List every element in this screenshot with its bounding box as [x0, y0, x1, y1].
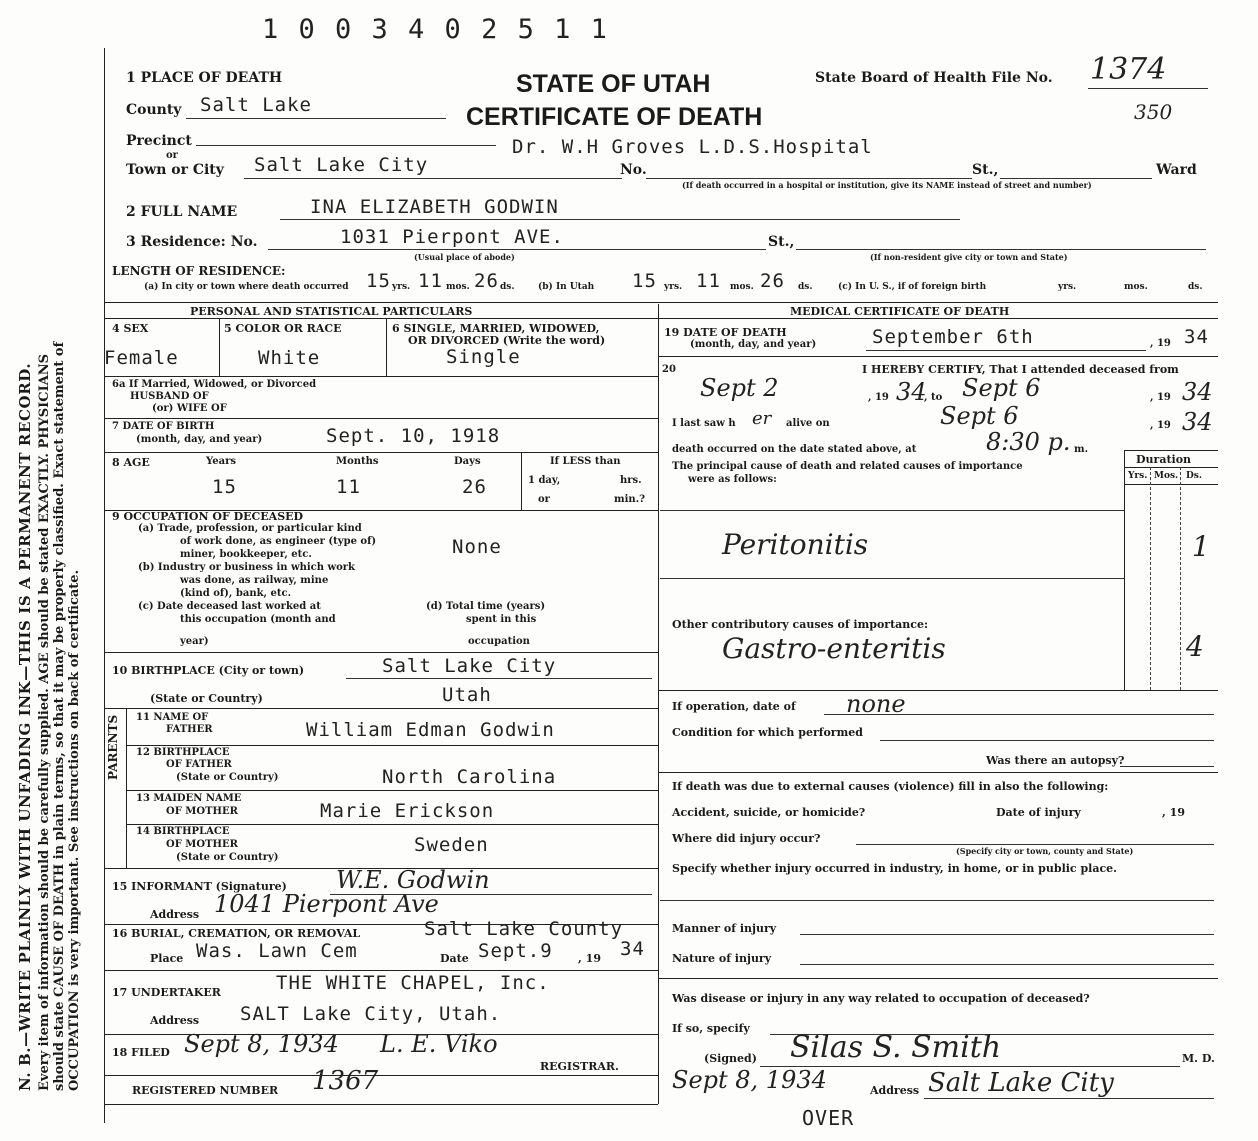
undertaker-label: 17 UNDERTAKER [112, 986, 221, 999]
residence-label: 3 Residence: No. [126, 234, 258, 250]
registrar-signature: L. E. Viko [380, 1030, 498, 1058]
full-name-value: INA ELIZABETH GODWIN [310, 196, 559, 218]
no-label: No. [620, 162, 647, 178]
accident-label: Accident, suicide, or homicide? [672, 806, 866, 819]
operation-value: none [846, 690, 906, 718]
doctor-address-label: Address [870, 1084, 920, 1097]
death-date-label2: (month, day, and year) [690, 339, 817, 350]
mos-unit: mos. [446, 282, 470, 292]
dob-value: Sept. 10, 1918 [326, 425, 501, 447]
color-value: White [258, 347, 321, 369]
mbirth-label1: 14 BIRTHPLACE [136, 826, 230, 837]
saw-year-prefix: , 19 [1150, 420, 1171, 431]
mbirth-label3: (State or Country) [176, 852, 279, 863]
personal-heading: PERSONAL AND STATISTICAL PARTICULARS [190, 305, 473, 318]
side-note [2, 71, 105, 1141]
signed-label: (Signed) [704, 1052, 757, 1065]
length-a-ds: 26 [474, 270, 499, 292]
burial-value: Salt Lake County [424, 918, 624, 940]
section-divider [104, 302, 1218, 303]
specify-label: Specify whether injury occurred in industry, in home, or in public place. [672, 862, 1117, 875]
md-label: M. D. [1182, 1052, 1215, 1065]
age-label: 8 AGE [112, 456, 150, 469]
residence-st-label: St., [768, 234, 795, 250]
side-note-line1: N. B.—WRITE PLAINLY WITH UNFADING INK—THIS IS A PERMANENT RECORD. [16, 362, 34, 1091]
contrib-duration: 4 [1186, 630, 1204, 663]
attended-from: Sept 2 [700, 374, 779, 402]
contrib-label: Other contributory causes of importance: [672, 618, 929, 631]
marital-label: 6 SINGLE, MARRIED, WIDOWED, [392, 322, 600, 335]
informant-signature: W.E. Godwin [336, 866, 490, 894]
undertaker-address: SALT Lake City, Utah. [240, 1003, 502, 1025]
ifso-label: If so, specify [672, 1022, 750, 1035]
center-divider [658, 304, 659, 1104]
certify-label: I HEREBY CERTIFY, That I attended deceased from [862, 363, 1179, 376]
from-year-prefix: , 19 [868, 392, 889, 403]
father-birthplace-value: North Carolina [382, 766, 557, 788]
less-min: min.? [614, 494, 645, 505]
last-seen: Sept 6 [940, 402, 1019, 430]
place-heading: 1 PLACE OF DEATH [126, 70, 283, 86]
occ-a2: of work done, as engineer (type of) [180, 536, 377, 547]
less-hrs: hrs. [620, 475, 642, 486]
cause-label2: were as follows: [688, 474, 777, 485]
ward-label: Ward [1156, 162, 1197, 178]
occ-d2: spent in this [466, 614, 537, 625]
sign-date: Sept 8, 1934 [672, 1066, 827, 1094]
state-title: STATE OF UTAH [516, 70, 711, 98]
death-time: 8:30 p. [986, 428, 1071, 456]
doctor-address: Salt Lake City [928, 1068, 1114, 1098]
doctor-signature: Silas S. Smith [790, 1030, 1002, 1065]
birthplace-value: Salt Lake City [382, 655, 557, 677]
days-label: Days [454, 456, 481, 467]
occurred-label: death occurred on the date stated above, at [672, 444, 917, 455]
mother-birthplace-value: Sweden [414, 834, 489, 856]
serial-number: 1 0 0 3 4 0 2 5 1 1 [262, 14, 609, 45]
contrib-value: Gastro-enteritis [722, 632, 946, 665]
yrs-unit: yrs. [392, 282, 411, 292]
dob-label1: 7 DATE OF BIRTH [112, 421, 215, 432]
autopsy-label: Was there an autopsy? [986, 754, 1125, 767]
undertaker-value: THE WHITE CHAPEL, Inc. [276, 972, 550, 994]
spouse-label3: (or) WIFE OF [152, 403, 227, 414]
death-year: 34 [1184, 326, 1209, 348]
length-a-mos: 11 [418, 270, 443, 292]
occ-c1: (c) Date deceased last worked at [138, 601, 321, 612]
occ-c3: year) [180, 636, 209, 647]
residence-value: 1031 Pierpont AVE. [340, 226, 564, 248]
to-label: , to [924, 392, 943, 403]
length-b-mos: 11 [696, 270, 721, 292]
length-a-label: (a) In city or town where death occurred [144, 282, 349, 292]
death-year-prefix: , 19 [1150, 338, 1171, 349]
ds-unit-b: ds. [798, 282, 813, 292]
ds-unit: ds. [500, 282, 515, 292]
institution-value: Dr. W.H Groves L.D.S.Hospital [512, 136, 873, 158]
town-value: Salt Lake City [254, 154, 429, 176]
mother-value: Marie Erickson [320, 800, 495, 822]
side-note-line3: should state CAUSE OF DEATH in plain terms, so that it may be properly classified. Exact statement of [52, 341, 67, 1091]
occ-d3: occupation [468, 636, 530, 647]
occupation-value: None [452, 536, 502, 558]
file-label: State Board of Health File No. [815, 70, 1053, 86]
mos-unit-c: mos. [1124, 282, 1148, 292]
county-value: Salt Lake [200, 94, 312, 116]
side-note-line4: OCCUPATION is very important. See instructions on back of certificate. [67, 569, 82, 1091]
color-label: 5 COLOR OR RACE [224, 322, 342, 335]
sex-value: Female [104, 347, 179, 369]
occ-b1: (b) Industry or business in which work [138, 562, 355, 573]
fbirth-label3: (State or Country) [176, 772, 279, 783]
burial-label: 16 BURIAL, CREMATION, OR REMOVAL [112, 927, 361, 940]
file-number: 1374 [1090, 52, 1167, 87]
section-divider-lower [104, 318, 1218, 319]
saw-label: I last saw h [672, 418, 736, 429]
cause-label1: The principal cause of death and related causes of importance [672, 461, 1023, 472]
father-value: William Edman Godwin [306, 719, 555, 741]
father-label2: FATHER [166, 724, 213, 735]
death-date-label1: 19 DATE OF DEATH [664, 326, 787, 339]
precinct-label: Precinct [126, 133, 192, 149]
less-label1: If LESS than [550, 456, 621, 467]
extra-number: 350 [1134, 100, 1173, 124]
nature-label: Nature of injury [672, 952, 772, 965]
abode-note: (Usual place of abode) [414, 252, 515, 262]
occ-a1: (a) Trade, profession, or particular kind [138, 523, 362, 534]
less-label3: or [538, 494, 550, 505]
external-label: If death was due to external causes (violence) fill in also the following: [672, 780, 1109, 793]
where-note: (Specify city or town, county and State) [956, 846, 1134, 856]
length-a-yrs: 15 [366, 270, 391, 292]
occ-heading: 9 OCCUPATION OF DECEASED [112, 510, 304, 523]
where-label: Where did injury occur? [672, 832, 821, 845]
fbirth-label2: OF FATHER [166, 759, 232, 770]
reg-number-label: REGISTERED NUMBER [132, 1084, 279, 1097]
undertaker-address-label: Address [150, 1014, 200, 1027]
father-label1: 11 NAME OF [136, 712, 209, 723]
state-label: (State or Country) [150, 692, 263, 705]
burial-place-label: Place [150, 952, 184, 965]
institution-note: (If death occurred in a hospital or institution, give its NAME instead of street and number) [682, 180, 1092, 190]
medical-heading: MEDICAL CERTIFICATE OF DEATH [790, 305, 1010, 318]
cause-duration: 1 [1192, 530, 1210, 563]
parents-label: PARENTS [106, 714, 120, 780]
occ-d1: (d) Total time (years) [426, 601, 546, 612]
filed-label: 18 FILED [112, 1046, 170, 1059]
county-label: County [126, 102, 182, 118]
burial-place-value: Was. Lawn Cem [196, 940, 358, 962]
death-time-m: m. [1074, 444, 1089, 455]
age-days-value: 26 [462, 476, 487, 498]
mos-unit-b: mos. [730, 282, 754, 292]
duration-label: Duration [1136, 453, 1192, 466]
yrs-unit-b: yrs. [664, 282, 683, 292]
saw-year: 34 [1182, 408, 1213, 436]
birthplace-label: 10 BIRTHPLACE (City or town) [112, 664, 305, 677]
occ-b3: (kind of), bank, etc. [180, 588, 292, 599]
yrs-unit-c: yrs. [1058, 282, 1077, 292]
condition-label: Condition for which performed [672, 726, 863, 739]
spouse-label2: HUSBAND OF [130, 391, 209, 402]
saw-her: er [752, 408, 772, 429]
to-year-prefix: , 19 [1150, 392, 1171, 403]
informant-label: 15 INFORMANT (Signature) [112, 880, 287, 893]
months-label: Months [336, 456, 379, 467]
attended-to: Sept 6 [962, 374, 1041, 402]
full-name-label: 2 FULL NAME [126, 204, 238, 220]
filed-value: Sept 8, 1934 [184, 1030, 339, 1058]
duration-ds: Ds. [1186, 471, 1203, 481]
occupation-question: Was disease or injury in any way related to occupation of deceased? [672, 992, 1090, 1005]
or-label: or [166, 150, 178, 161]
sex-label: 4 SEX [112, 322, 149, 335]
age-years-value: 15 [212, 476, 237, 498]
marital-label2: OR DIVORCED (Write the word) [408, 334, 606, 347]
side-note-line2: Every item of information should be carefully supplied. AGE should be stated EXACTLY. PHYSICIANS [37, 353, 52, 1091]
occ-a3: miner, bookkeeper, etc. [180, 549, 312, 560]
registrar-label: REGISTRAR. [540, 1060, 619, 1073]
mother-label2: OF MOTHER [166, 806, 238, 817]
burial-year-prefix: , 19 [578, 952, 601, 965]
certificate-title: CERTIFICATE OF DEATH [466, 103, 763, 131]
num-20: 20 [662, 364, 676, 375]
informant-address: 1041 Pierpont Ave [214, 890, 439, 918]
dob-label2: (month, day, and year) [136, 434, 263, 445]
length-label: LENGTH OF RESIDENCE: [112, 264, 286, 278]
length-b-ds: 26 [760, 270, 785, 292]
burial-year: 34 [620, 938, 645, 960]
length-c-label: (c) In U. S., if of foreign birth [838, 282, 987, 292]
burial-date-value: Sept.9 [478, 940, 553, 962]
town-label: Town or City [126, 162, 224, 178]
spouse-label1: 6a If Married, Widowed, or Divorced [112, 379, 317, 390]
state-value: Utah [442, 684, 492, 706]
ds-unit-c: ds. [1188, 282, 1203, 292]
alive-on-label: alive on [786, 418, 830, 429]
years-label: Years [206, 456, 237, 467]
less-label2: 1 day, [528, 475, 561, 486]
occ-b2: was done, as railway, mine [180, 575, 329, 586]
left-border [104, 48, 105, 1123]
injury-date-label: Date of injury [996, 806, 1081, 819]
fbirth-label1: 12 BIRTHPLACE [136, 747, 230, 758]
duration-yrs: Yrs. [1128, 471, 1148, 481]
injury-year: , 19 [1162, 806, 1185, 819]
length-b-yrs: 15 [632, 270, 657, 292]
length-b-label: (b) In Utah [538, 282, 595, 292]
from-year: 34 [896, 378, 927, 406]
duration-mos: Mos. [1154, 471, 1179, 481]
nonresident-note: (If non-resident give city or town and State) [870, 252, 1068, 262]
operation-label: If operation, date of [672, 700, 796, 713]
over-label: OVER [802, 1106, 855, 1130]
reg-number-value: 1367 [312, 1066, 379, 1096]
age-months-value: 11 [336, 476, 361, 498]
occ-c2: this occupation (month and [180, 614, 336, 625]
st-label: St., [972, 162, 999, 178]
cause-value: Peritonitis [722, 528, 869, 561]
marital-value: Single [446, 346, 521, 368]
to-year: 34 [1182, 378, 1213, 406]
death-date-value: September 6th [872, 326, 1034, 348]
burial-date-label: Date [440, 952, 469, 965]
informant-address-label: Address [150, 908, 200, 921]
mbirth-label2: OF MOTHER [166, 839, 238, 850]
manner-label: Manner of injury [672, 922, 777, 935]
mother-label1: 13 MAIDEN NAME [136, 793, 242, 804]
